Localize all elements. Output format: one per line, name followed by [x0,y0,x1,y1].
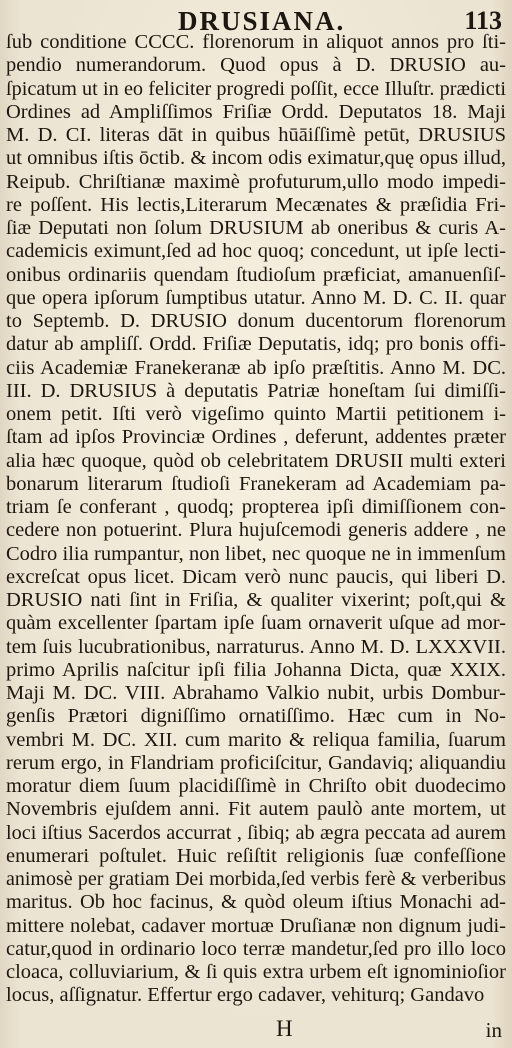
text-line: catur,quod in ordinario loco terræ mandetur,ſed pro illo loco [6,937,506,960]
running-title: DRUSIANA. [178,6,346,36]
text-line: to Septemb. D. DRUSIO donum ducentorum florenorum [6,310,506,332]
text-line: genſis Prætori digniſſimo ornatiſſimo. Hæc cum in No- [6,705,506,728]
text-line: enumerari poſtulet. Huic reſiſtit religionis ſuæ confeſſione [6,844,506,867]
text-line: cedere non potuerint. Plura hujuſcemodi generis addere , ne [6,519,506,542]
text-line: DRUSIO nati ſint in Friſia, & qualiter vixerint; poſt,qui & [6,589,506,611]
catchword: in [485,1018,502,1042]
text-line: maritus. Ob hoc facinus, & quòd oleum iſtius Monachi ad- [6,891,506,914]
text-line: ut omnibus iſtis ōctib. & incom odis eximatur,quę opus illud, [6,147,506,170]
text-line: tem ſuis lucubrationibus, narraturus. Anno M. D. LXXXVII. [6,635,506,658]
text-line: moratur diem ſuum placidiſſimè in Chriſto obit duodecimo [6,775,506,797]
text-line: primo Aprilis naſcitur ipſi filia Johanna Dicta, quæ XXIX. [6,658,506,681]
text-line: III. D. DRUSIUS à deputatis Patriæ honeſtam ſui dimiſſi- [6,379,506,402]
text-line: pendio numerandorum. Quod opus à D. DRUSIO au- [6,54,506,77]
signature-mark: H [276,1016,293,1041]
text-line: onem petit. Iſti verò vigeſimo quinto Martii petitionem i- [6,403,506,425]
text-line: re poſſent. His lectis,Literarum Mecænates & præſidia Fri- [6,193,506,216]
text-line: alia hæc quoque, quòd ob celebritatem DRUSII multi exteri [6,449,506,472]
text-line: Reipub. Chriſtianæ maximè profuturum,ullo modo impedi- [6,170,506,193]
text-line: Ordines ad Ampliſſimos Friſiæ Ordd. Deputatos 18. Maji [6,100,506,123]
text-line: excreſcat opus licet. Dicam verò nunc paucis, qui liberi D. [6,565,506,588]
text-line: quàm excellenter ſpartam ipſe ſuam ornaverit uſque ad mor- [6,612,506,635]
text-line: mittere nolebat, cadaver mortuæ Druſianæ non dignum judi- [6,914,506,937]
text-line: que opera ipſorum ſumptibus utatur. Anno M. D. C. II. quar [6,286,506,309]
text-line: M. D. CI. literas dāt in quibus hūāiſſimè petūt, DRUSIUS [6,124,506,146]
text-line: locus, aſſignatur. Effertur ergo cadaver, vehiturq; Gandavo [6,984,485,1007]
text-line: animosè per gratiam Dei morbida,ſed verbis ferè & verberibus [6,868,506,890]
text-line: vembri M. DC. XII. cum marito & reliqua familia, ſuarum [6,728,506,751]
text-line: ſiæ Deputati non ſolum DRUSIUM ab oneribus & curis A- [6,217,506,239]
text-line: datur ab ampliſſ. Ordd. Friſiæ Deputatis, idq; pro bonis offi- [6,333,506,356]
body-text [6,31,506,1008]
text-line: cloaca, colluviarium, & ſi quis extra urbem eſt ignominioſior [6,961,506,983]
text-line: ciis Academiæ Franekeranæ ab ipſo præſtitis. Anno M. DC. [6,356,506,379]
text-line: onibus ordinariis quendam ſtudioſum præficiat, amanuenſiſ- [6,263,506,286]
text-line: loci iſtius Sacerdos accurrat , ſibiq; ab ægra peccata ad aurem [6,821,506,844]
text-line: Novembris ejuſdem anni. Fit autem paulò ante mortem, ut [6,798,506,821]
text-line: ſpicatum ut in eo feliciter progredi poſſit, ecce Illuſtr. prædicti [6,77,506,100]
text-line: rerum ergo, in Flandriam proficiſcitur, Gandaviq; aliquandiu [6,751,506,774]
page-number: 113 [464,6,502,35]
text-line: cademicis eximunt,ſed ad hoc quoq; concedunt, ut ipſe lecti- [6,240,506,263]
text-line: bonarum literarum ſtudioſi Franekeram ad Academiam pa- [6,472,506,495]
text-line: ſub conditione CCCC. florenorum in aliquot annos pro ſti- [6,31,506,53]
text-line: Codro ilia rumpantur, non libet, nec quoque ne in immenſum [6,542,506,565]
text-line: ſtam ad ipſos Provinciæ Ordines , deferunt, addentes præter [6,426,506,449]
page-footer [0,1016,512,1048]
text-line: Maji M. DC. VIII. Abrahamo Valkio nubit, urbis Dombur- [6,682,506,704]
text-line: triam ſe conferant , quodq; propterea ipſi dimiſſionem con- [6,496,506,518]
